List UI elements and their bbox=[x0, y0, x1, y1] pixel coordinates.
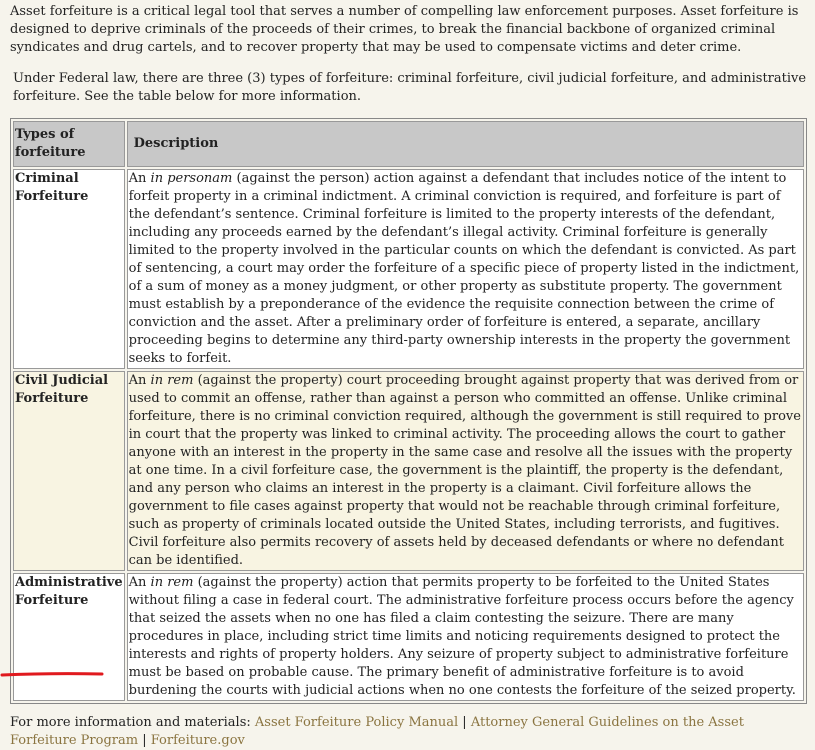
table-row bbox=[13, 169, 804, 369]
type-cell: Administrative Forfeiture bbox=[13, 573, 125, 701]
intro-paragraph: Asset forfeiture is a critical legal tool that serves a number of compelling law enforcement purposes. Asset forfeiture is designed to deprive criminals of the proceeds of their crimes, to break the financial backbone of organized criminal syndicates and drug cartels, and to recover property that may be used to compensate victims and deter crime. bbox=[10, 4, 799, 55]
type-cell: Civil Judicial Forfeiture bbox=[13, 371, 125, 571]
header-types: Types of forfeiture bbox=[13, 121, 125, 167]
content bbox=[10, 3, 807, 750]
type-cell: Criminal Forfeiture bbox=[13, 169, 125, 369]
header-description: Description bbox=[127, 121, 804, 167]
latin-term: in rem bbox=[150, 373, 194, 388]
latin-term: in personam bbox=[150, 171, 233, 186]
ag-guidelines-link[interactable]: Attorney General Guidelines on the Asset Forfeiture Program bbox=[10, 715, 744, 748]
forfeiture-types-table bbox=[10, 118, 807, 704]
forfeiture-gov-link[interactable]: Forfeiture.gov bbox=[150, 733, 245, 748]
footer-links: For more information and materials: Asset Forfeiture Policy Manual | Attorney General Guidelines on the Asset Forfeiture Program | Forfeiture.gov bbox=[10, 715, 744, 748]
table-header-row bbox=[13, 121, 804, 167]
red-underline-annotation bbox=[0, 672, 104, 677]
description-cell: An in rem (against the property) action that permits property to be forfeited to the United States without filing a case in federal court. The administrative forfeiture process occurs before the agency that seized the assets when no one has filed a claim contesting the seizure. There are many procedures in place, including strict time limits and noticing requirements designed to protect the interests and rights of property holders. Any seizure of property subject to administrative forfeiture must be based on probable cause. The primary benefit of administrative forfeiture is to avoid burdening the courts with judicial actions when no one contests the forfeiture of the seized property. bbox=[127, 573, 804, 701]
description-cell: An in personam (against the person) action against a defendant that includes notice of the intent to forfeit property in a criminal indictment. A criminal conviction is required, and forfeiture is part of the defendant’s sentence. Criminal forfeiture is limited to the property interests of the defendant, including any proceeds earned by the defendant’s illegal activity. Criminal forfeiture is generally limited to the property involved in the particular counts on which the defendant is convicted. As part of sentencing, a court may order the forfeiture of a specific piece of property listed in the indictment, of a sum of money as a money judgment, or other property as substitute property. The government must establish by a preponderance of the evidence the requisite connection between the crime of conviction and the asset. After a preliminary order of forfeiture is entered, a separate, ancillary proceeding begins to determine any third-party ownership interests in the property the government seeks to forfeit. bbox=[127, 169, 804, 369]
table-row bbox=[13, 371, 804, 571]
latin-term: in rem bbox=[150, 575, 194, 590]
types-intro-paragraph: Under Federal law, there are three (3) types of forfeiture: criminal forfeiture, civil judicial forfeiture, and administrative forfeiture. See the table below for more information. bbox=[13, 71, 807, 104]
policy-manual-link[interactable]: Asset Forfeiture Policy Manual bbox=[254, 715, 459, 730]
description-cell: An in rem (against the property) court proceeding brought against property that was derived from or used to commit an offense, rather than against a person who committed an offense. Unlike criminal forfeiture, there is no criminal conviction required, although the government is still required to prove in court that the property was linked to criminal activity. The proceeding allows the court to gather anyone with an interest in the property in the same case and resolve all the issues with the property at one time. In a civil forfeiture case, the government is the plaintiff, the property is the defendant, and any person who claims an interest in the property is a claimant. Civil forfeiture allows the government to file cases against property that would not be reachable through criminal forfeiture, such as property of criminals located outside the United States, including terrorists, and fugitives. Civil forfeiture also permits recovery of assets held by deceased defendants or where no defendant can be identified. bbox=[127, 371, 804, 571]
